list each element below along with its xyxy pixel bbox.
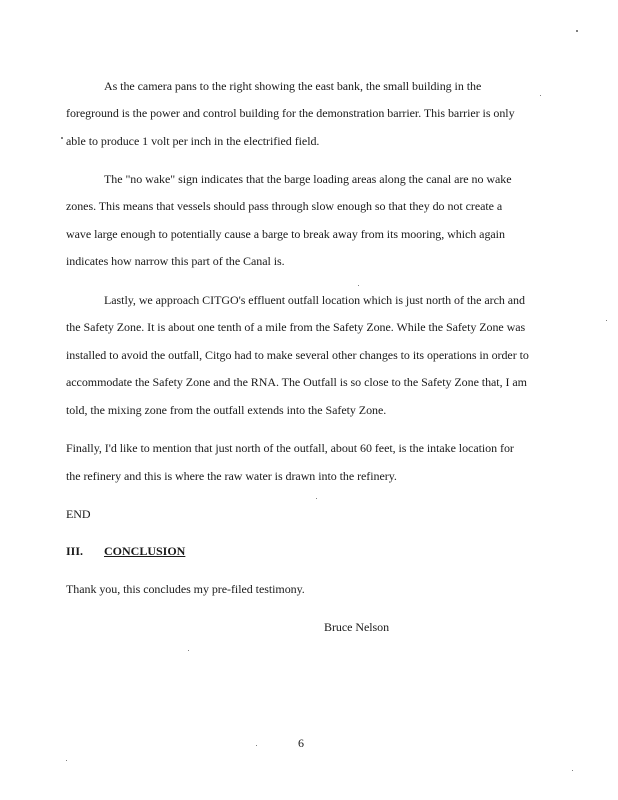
- scan-speck: [576, 30, 578, 32]
- scan-speck: [606, 320, 607, 321]
- paragraph-3-line-1: Lastly, we approach CITGO's effluent outfall location which is just north of the arch and: [104, 293, 525, 307]
- scan-speck: [540, 95, 541, 96]
- paragraph-2-line-4: indicates how narrow this part of the Canal is.: [66, 254, 285, 268]
- paragraph-2-line-3: wave large enough to potentially cause a barge to break away from its mooring, which again: [66, 227, 505, 241]
- paragraph-1-line-3: able to produce 1 volt per inch in the electrified field.: [66, 134, 320, 148]
- scan-speck: [188, 650, 189, 651]
- section-heading: [66, 544, 186, 558]
- scan-speck: [572, 770, 573, 771]
- paragraph-3-line-4: accommodate the Safety Zone and the RNA. The Outfall is so close to the Safety Zone that, I am: [66, 375, 527, 389]
- end-marker: END: [66, 507, 91, 521]
- paragraph-3-line-3: installed to avoid the outfall, Citgo had to make several other changes to its operations in order to: [66, 348, 529, 362]
- paragraph-4-line-2: the refinery and this is where the raw water is drawn into the refinery.: [66, 469, 397, 483]
- closing-statement: Thank you, this concludes my pre-filed testimony.: [66, 582, 305, 596]
- paragraph-1-line-2: foreground is the power and control building for the demonstration barrier. This barrier is only: [66, 106, 515, 120]
- signature-name: Bruce Nelson: [324, 620, 390, 634]
- paragraph-3-line-2: the Safety Zone. It is about one tenth of a mile from the Safety Zone. While the Safety Zone was: [66, 320, 526, 334]
- scan-speck: [66, 760, 67, 761]
- scan-speck: [358, 285, 359, 286]
- section-title: CONCLUSION: [104, 544, 186, 558]
- paragraph-4-line-1: Finally, I'd like to mention that just north of the outfall, about 60 feet, is the intake location for: [66, 441, 514, 455]
- scan-speck: [316, 498, 317, 499]
- paragraph-2-line-2: zones. This means that vessels should pass through slow enough so that they do not create a: [66, 199, 503, 213]
- paragraph-2-line-1: The "no wake" sign indicates that the barge loading areas along the canal are no wake: [104, 172, 512, 186]
- section-number: III.: [66, 544, 84, 558]
- scan-speck: [61, 137, 63, 139]
- scan-speck: [256, 745, 257, 746]
- paragraph-1-line-1: As the camera pans to the right showing the east bank, the small building in the: [104, 79, 482, 93]
- paragraph-3-line-5: told, the mixing zone from the outfall extends into the Safety Zone.: [66, 403, 387, 417]
- page-number: 6: [298, 736, 304, 750]
